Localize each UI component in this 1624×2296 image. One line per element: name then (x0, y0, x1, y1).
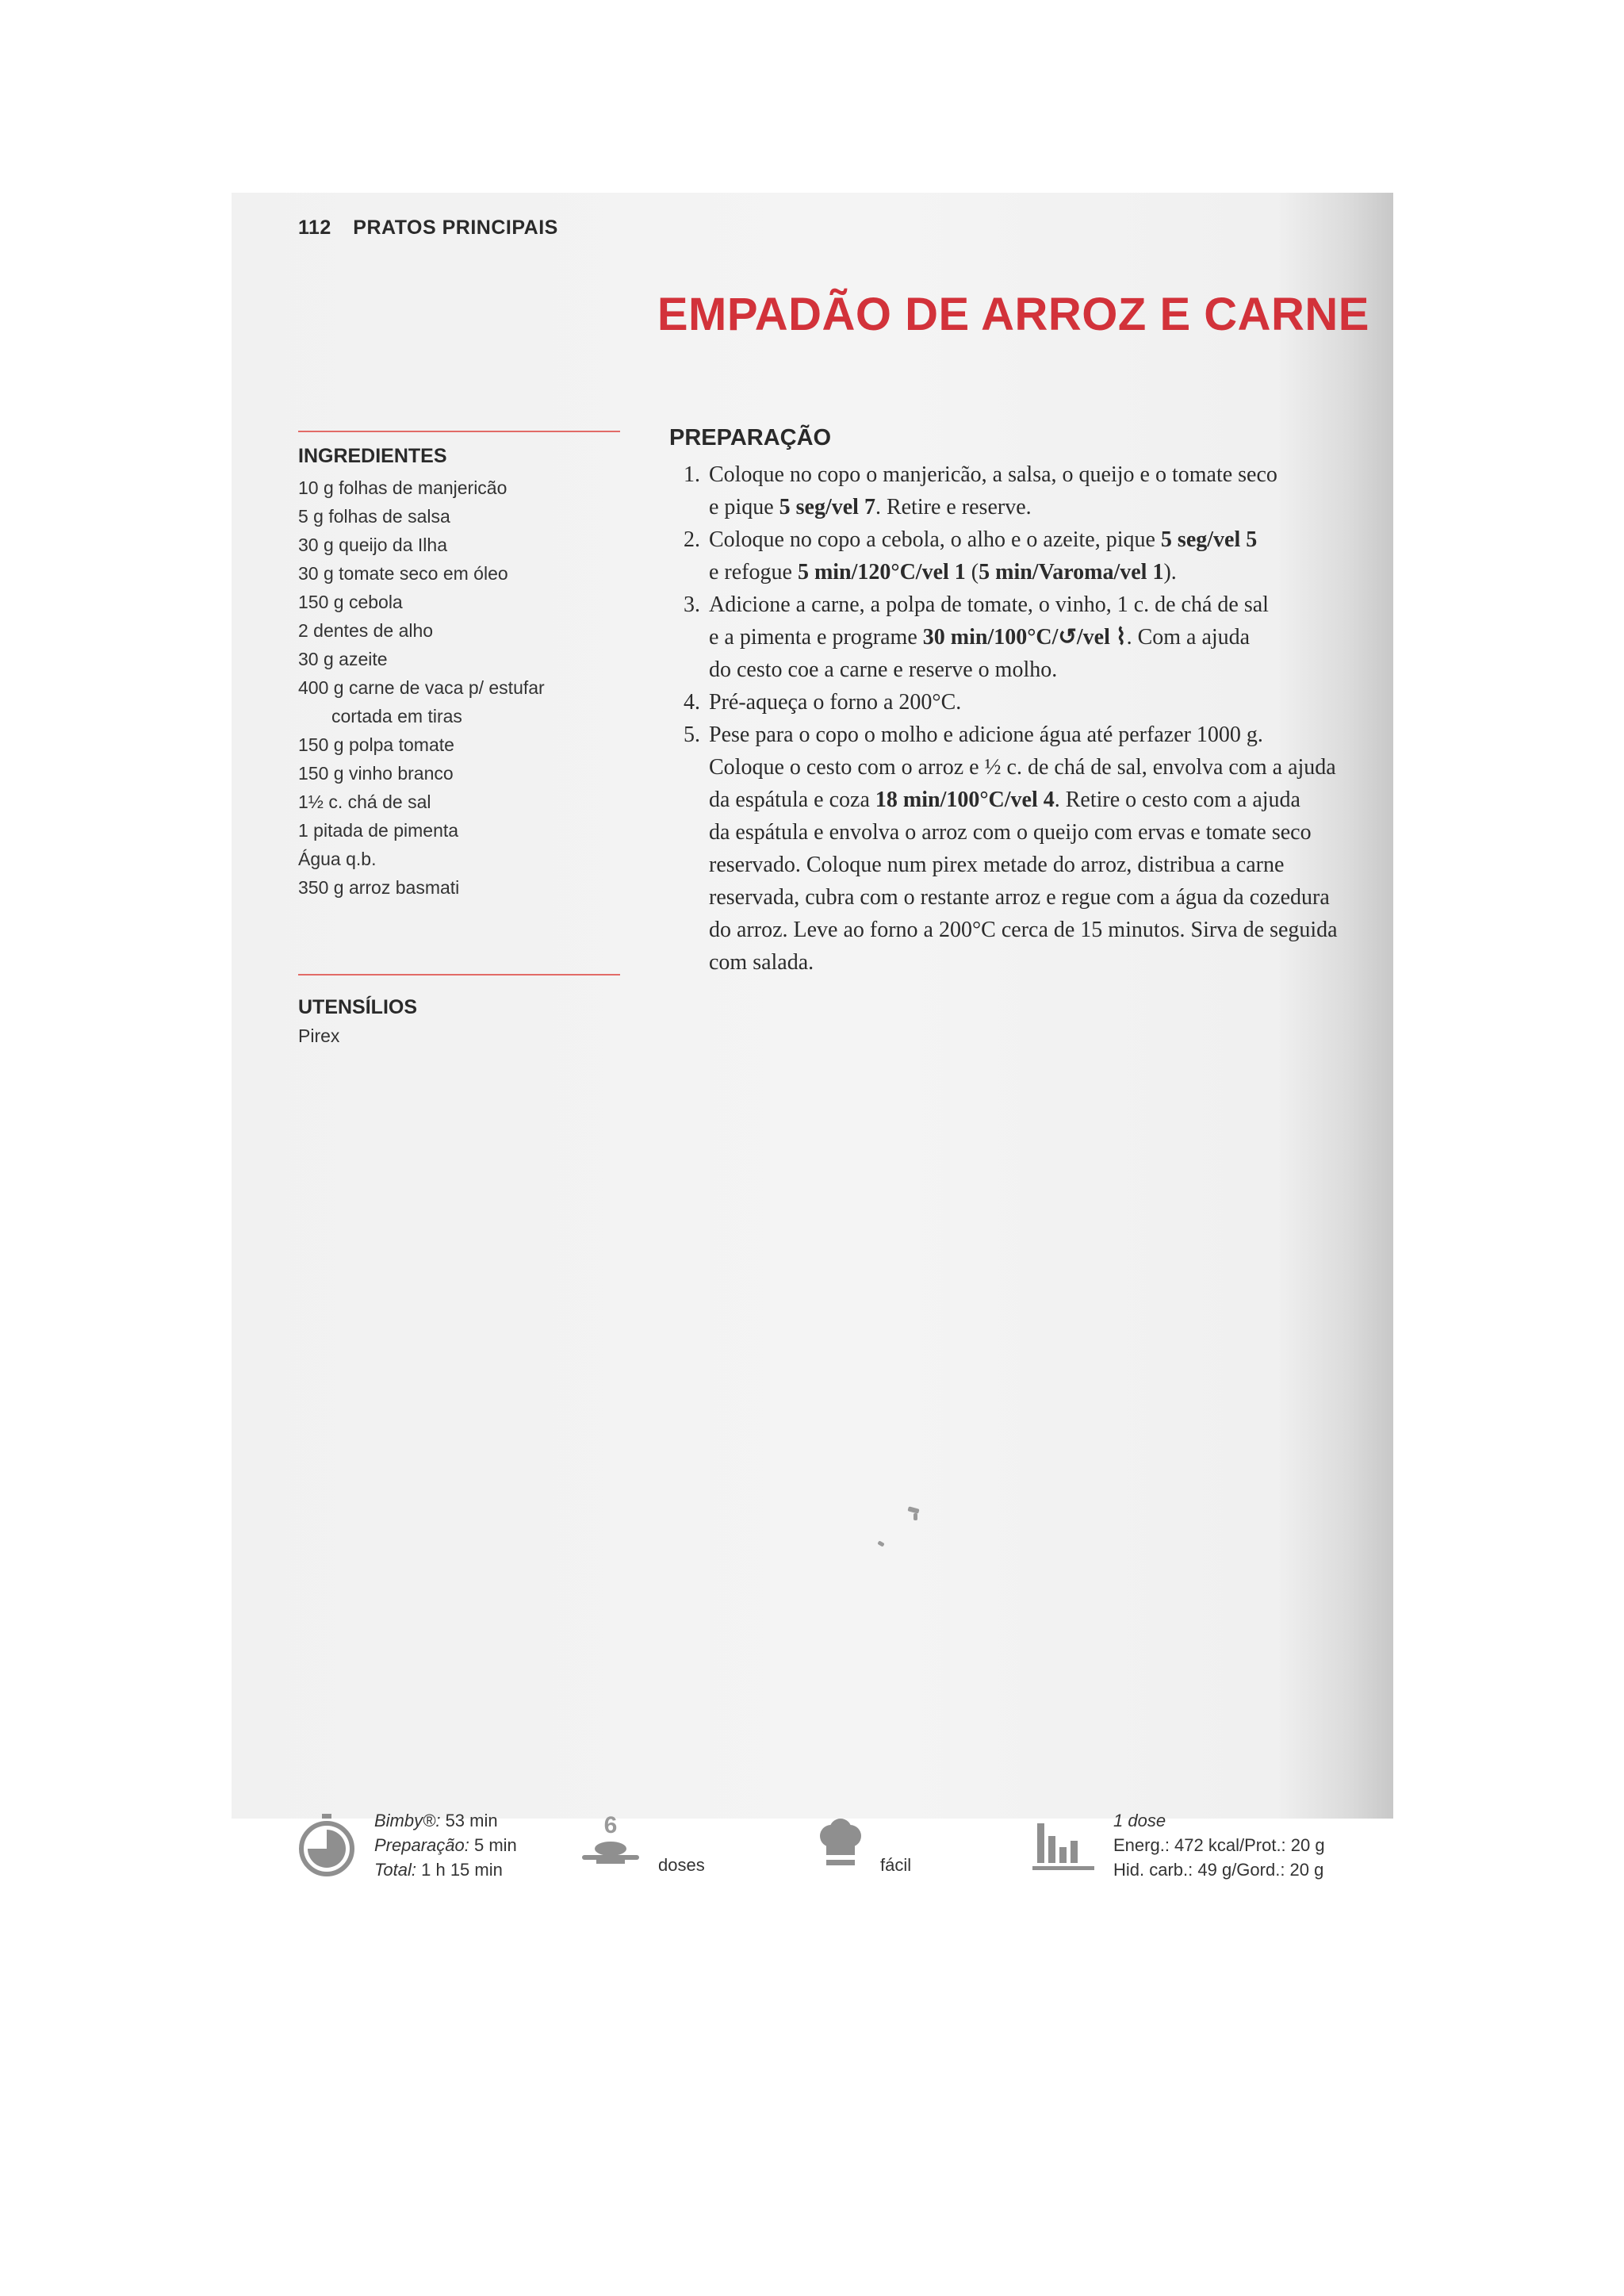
nutrition-chart-icon (1032, 1823, 1094, 1872)
ingredients-list (298, 473, 545, 902)
time-info (374, 1808, 517, 1882)
plate-icon (579, 1838, 642, 1866)
step-text: reservada, cubra com o restante arroz e regue com a água da cozedura (709, 885, 1330, 910)
nutrition-line-1: Energ.: 472 kcal/Prot.: 20 g (1113, 1835, 1325, 1855)
preparation-step (684, 523, 1381, 588)
step-line (709, 816, 1381, 849)
bimby-time-label: Bimby®: (374, 1811, 441, 1830)
step-text: do arroz. Leve ao forno a 200°C cerca de 15 minutos. Sirva de seguida (709, 918, 1338, 942)
nutrition-per: 1 dose (1113, 1811, 1166, 1830)
step-text: Coloque no copo a cebola, o alho e o azeite, pique (709, 527, 1161, 552)
step-text: e refogue (709, 560, 798, 585)
step-line (709, 491, 1381, 523)
step-setting: 5 min/Varoma/vel 1 (979, 560, 1164, 585)
chef-hat-icon (817, 1819, 864, 1871)
timer-icon (298, 1814, 355, 1877)
utensils-heading: UTENSÍLIOS (298, 996, 418, 1018)
step-text: Coloque o cesto com o arroz e ½ c. de chá de sal, envolva com a ajuda (709, 755, 1336, 780)
ingredient-item: 400 g carne de vaca p/ estufar (298, 677, 545, 698)
step-text: e a pimenta e programe (709, 625, 923, 650)
preparation-heading: PREPARAÇÃO (669, 425, 832, 450)
step-text: reservado. Coloque num pirex metade do arroz, distribua a carne (709, 853, 1285, 877)
doses-number: 6 (603, 1812, 618, 1838)
ingredient-item: 150 g cebola (298, 592, 403, 612)
step-text: . Retire e reserve. (875, 495, 1032, 519)
step-text: da espátula e coza (709, 788, 875, 812)
step-setting: 5 seg/vel 5 (1160, 527, 1258, 552)
step-line (709, 523, 1381, 556)
ingredient-item: 150 g vinho branco (298, 763, 454, 784)
step-text: ). (1163, 560, 1177, 585)
step-line (709, 914, 1381, 946)
step-line (709, 621, 1381, 654)
utensils-divider (298, 974, 620, 976)
doses-label: doses (658, 1855, 705, 1875)
step-setting: /vel (1076, 625, 1116, 650)
ingredient-item: 30 g tomate seco em óleo (298, 563, 508, 584)
ingredient-item: 30 g azeite (298, 649, 388, 669)
step-line (709, 458, 1381, 491)
step-setting: 5 min/120°C/vel 1 (797, 560, 966, 585)
ingredients-heading: INGREDIENTES (298, 445, 447, 467)
prep-time-value: 5 min (469, 1835, 517, 1855)
step-line (709, 784, 1381, 816)
ingredient-item: cortada em tiras (331, 706, 462, 726)
step-line (709, 556, 1381, 588)
step-text: Pré-aqueça o forno a 200°C. (709, 690, 962, 715)
step-text: Coloque no copo o manjericão, a salsa, o queijo e o tomate seco (709, 462, 1277, 487)
preparation-step (684, 719, 1381, 979)
step-line (709, 946, 1381, 979)
ingredient-item: 350 g arroz basmati (298, 877, 460, 898)
ingredient-item: 150 g polpa tomate (298, 734, 454, 755)
doses-icon (579, 1814, 642, 1870)
ingredient-item: 30 g queijo da Ilha (298, 535, 447, 555)
step-line (709, 588, 1381, 621)
prep-time-label: Preparação: (374, 1835, 469, 1855)
step-line (709, 719, 1381, 751)
ingredients-divider (298, 431, 620, 432)
reverse-rotation-icon: ↺ (1058, 625, 1077, 650)
step-number: 1. (684, 462, 700, 487)
step-text: Pese para o copo o molho e adicione água até perfazer 1000 g. (709, 723, 1263, 747)
step-text: Adicione a carne, a polpa de tomate, o vinho, 1 c. de chá de sal (709, 592, 1269, 617)
nutrition-line-2: Hid. carb.: 49 g/Gord.: 20 g (1113, 1860, 1324, 1880)
step-line (709, 686, 1381, 719)
preparation-step (684, 458, 1381, 523)
recipe-page (232, 193, 1393, 1880)
scan-speck (914, 1513, 917, 1520)
ingredient-item: 1 pitada de pimenta (298, 820, 459, 841)
utensil-item: Pirex (298, 1025, 340, 1046)
step-number: 5. (684, 723, 700, 747)
step-text: . Com a ajuda (1126, 625, 1251, 650)
ingredient-item: 1½ c. chá de sal (298, 792, 431, 812)
ingredient-item: 5 g folhas de salsa (298, 506, 450, 527)
step-text: ( (965, 560, 979, 585)
step-line (709, 881, 1381, 914)
preparation-step (684, 588, 1381, 686)
step-text: com salada. (709, 950, 814, 975)
page-header (298, 217, 558, 240)
spoon-icon: ⌇ (1115, 625, 1127, 650)
step-number: 4. (684, 690, 700, 715)
step-text: da espátula e envolva o arroz com o queijo com ervas e tomate seco (709, 820, 1312, 845)
total-time-value: 1 h 15 min (416, 1860, 503, 1880)
step-setting: 30 min/100°C/ (922, 625, 1059, 650)
ingredient-item: Água q.b. (298, 849, 377, 869)
section-name: PRATOS PRINCIPAIS (353, 217, 558, 239)
step-line (709, 849, 1381, 881)
step-text: do cesto coe a carne e reserve o molho. (709, 657, 1058, 682)
difficulty-label: fácil (880, 1855, 912, 1875)
step-text: e pique (709, 495, 779, 519)
step-number: 3. (684, 592, 700, 617)
ingredient-item: 2 dentes de alho (298, 620, 434, 641)
step-text: . Retire o cesto com a ajuda (1054, 788, 1300, 812)
preparation-step (684, 686, 1381, 719)
step-line (709, 654, 1381, 686)
ingredient-item: 10 g folhas de manjericão (298, 477, 508, 498)
recipe-title: EMPADÃO DE ARROZ E CARNE (657, 289, 1369, 340)
step-setting: 18 min/100°C/vel 4 (875, 788, 1055, 812)
scan-speck (877, 1540, 884, 1547)
step-setting: 5 seg/vel 7 (779, 495, 875, 519)
nutrition-info (1113, 1808, 1325, 1882)
bimby-time-value: 53 min (440, 1811, 498, 1830)
preparation-steps (684, 458, 1381, 979)
step-line (709, 751, 1381, 784)
total-time-label: Total: (374, 1860, 417, 1880)
step-number: 2. (684, 527, 700, 552)
page-number: 112 (298, 217, 331, 239)
